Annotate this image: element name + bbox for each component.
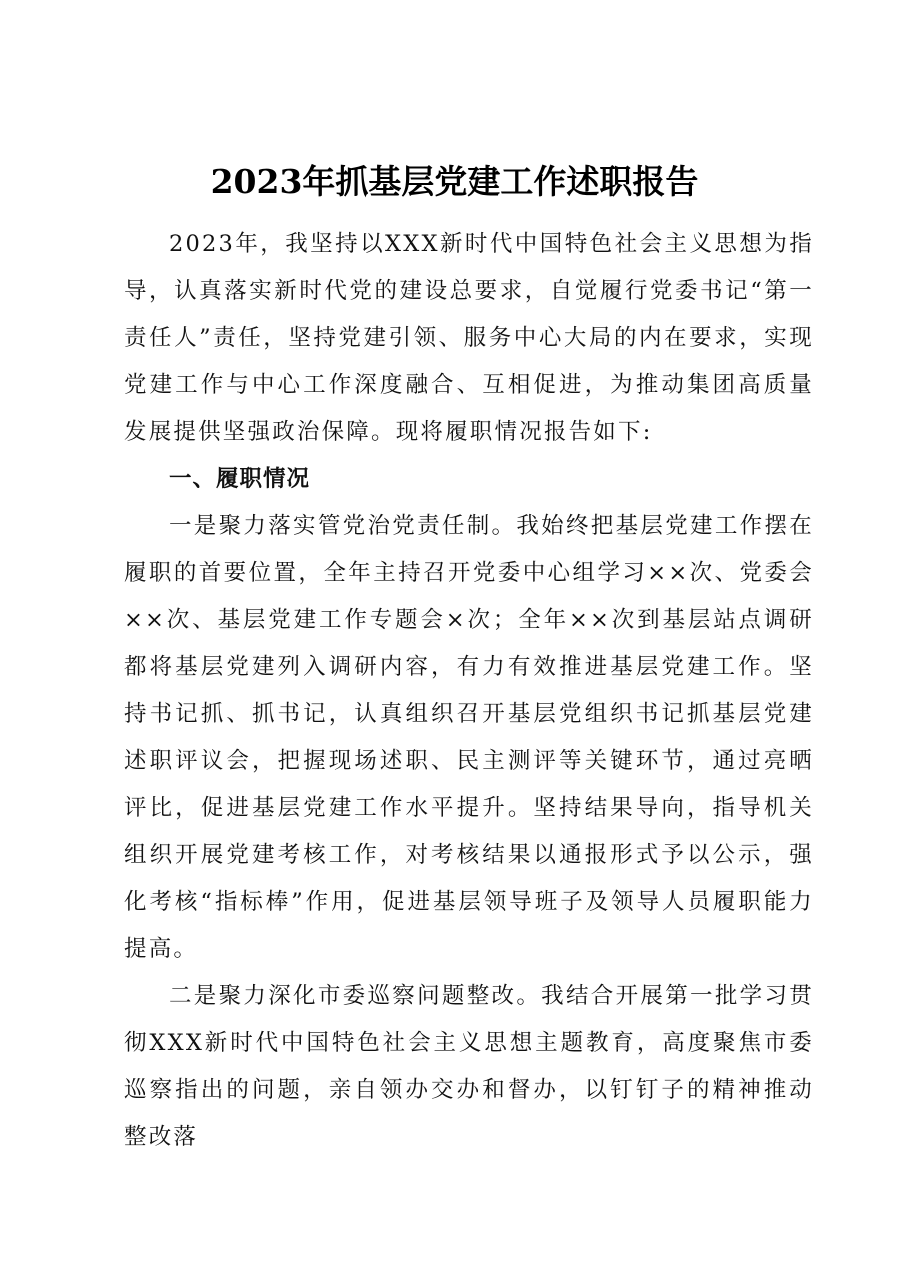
- document-body: [124, 221, 814, 1161]
- section-heading: 一、履职情况: [169, 466, 311, 492]
- body-paragraph-1: 一是聚力落实管党治党责任制。我始终把基层党建工作摆在履职的首要位置，全年主持召开党委中心组学习××次、党委会××次、基层党建工作专题会×次；全年××次到基层站点调研都将基层党建列入调研内容，有力有效推进基层党建工作。坚持书记抓、抓书记，认真组织召开基层党组织书记抓基层党建述职评议会，把握现场述职、民主测评等关键环节，通过亮晒评比，促进基层党建工作水平提升。坚持结果导向，指导机关组织开展党建考核工作，对考核结果以通报形式予以公示，强化考核“指标棒”作用，促进基层领导班子及领导人员履职能力提高。: [124, 513, 814, 962]
- document-title: 2023年抓基层党建工作述职报告: [210, 162, 699, 201]
- body-paragraph-2: 二是聚力深化市委巡察问题整改。我结合开展第一批学习贯彻XXX新时代中国特色社会主义思想主题教育，高度聚焦市委巡察指出的问题，亲自领办交办和督办，以钉钉子的精神推动整改落: [124, 983, 814, 1150]
- intro-paragraph: 2023年，我坚持以XXX新时代中国特色社会主义思想为指导，认真落实新时代党的建设总要求，自觉履行党委书记“第一责任人”责任，坚持党建引领、服务中心大局的内在要求，实现党建工作与中心工作深度融合、互相促进，为推动集团高质量发展提供坚强政治保障。现将履职情况报告如下:: [124, 231, 814, 445]
